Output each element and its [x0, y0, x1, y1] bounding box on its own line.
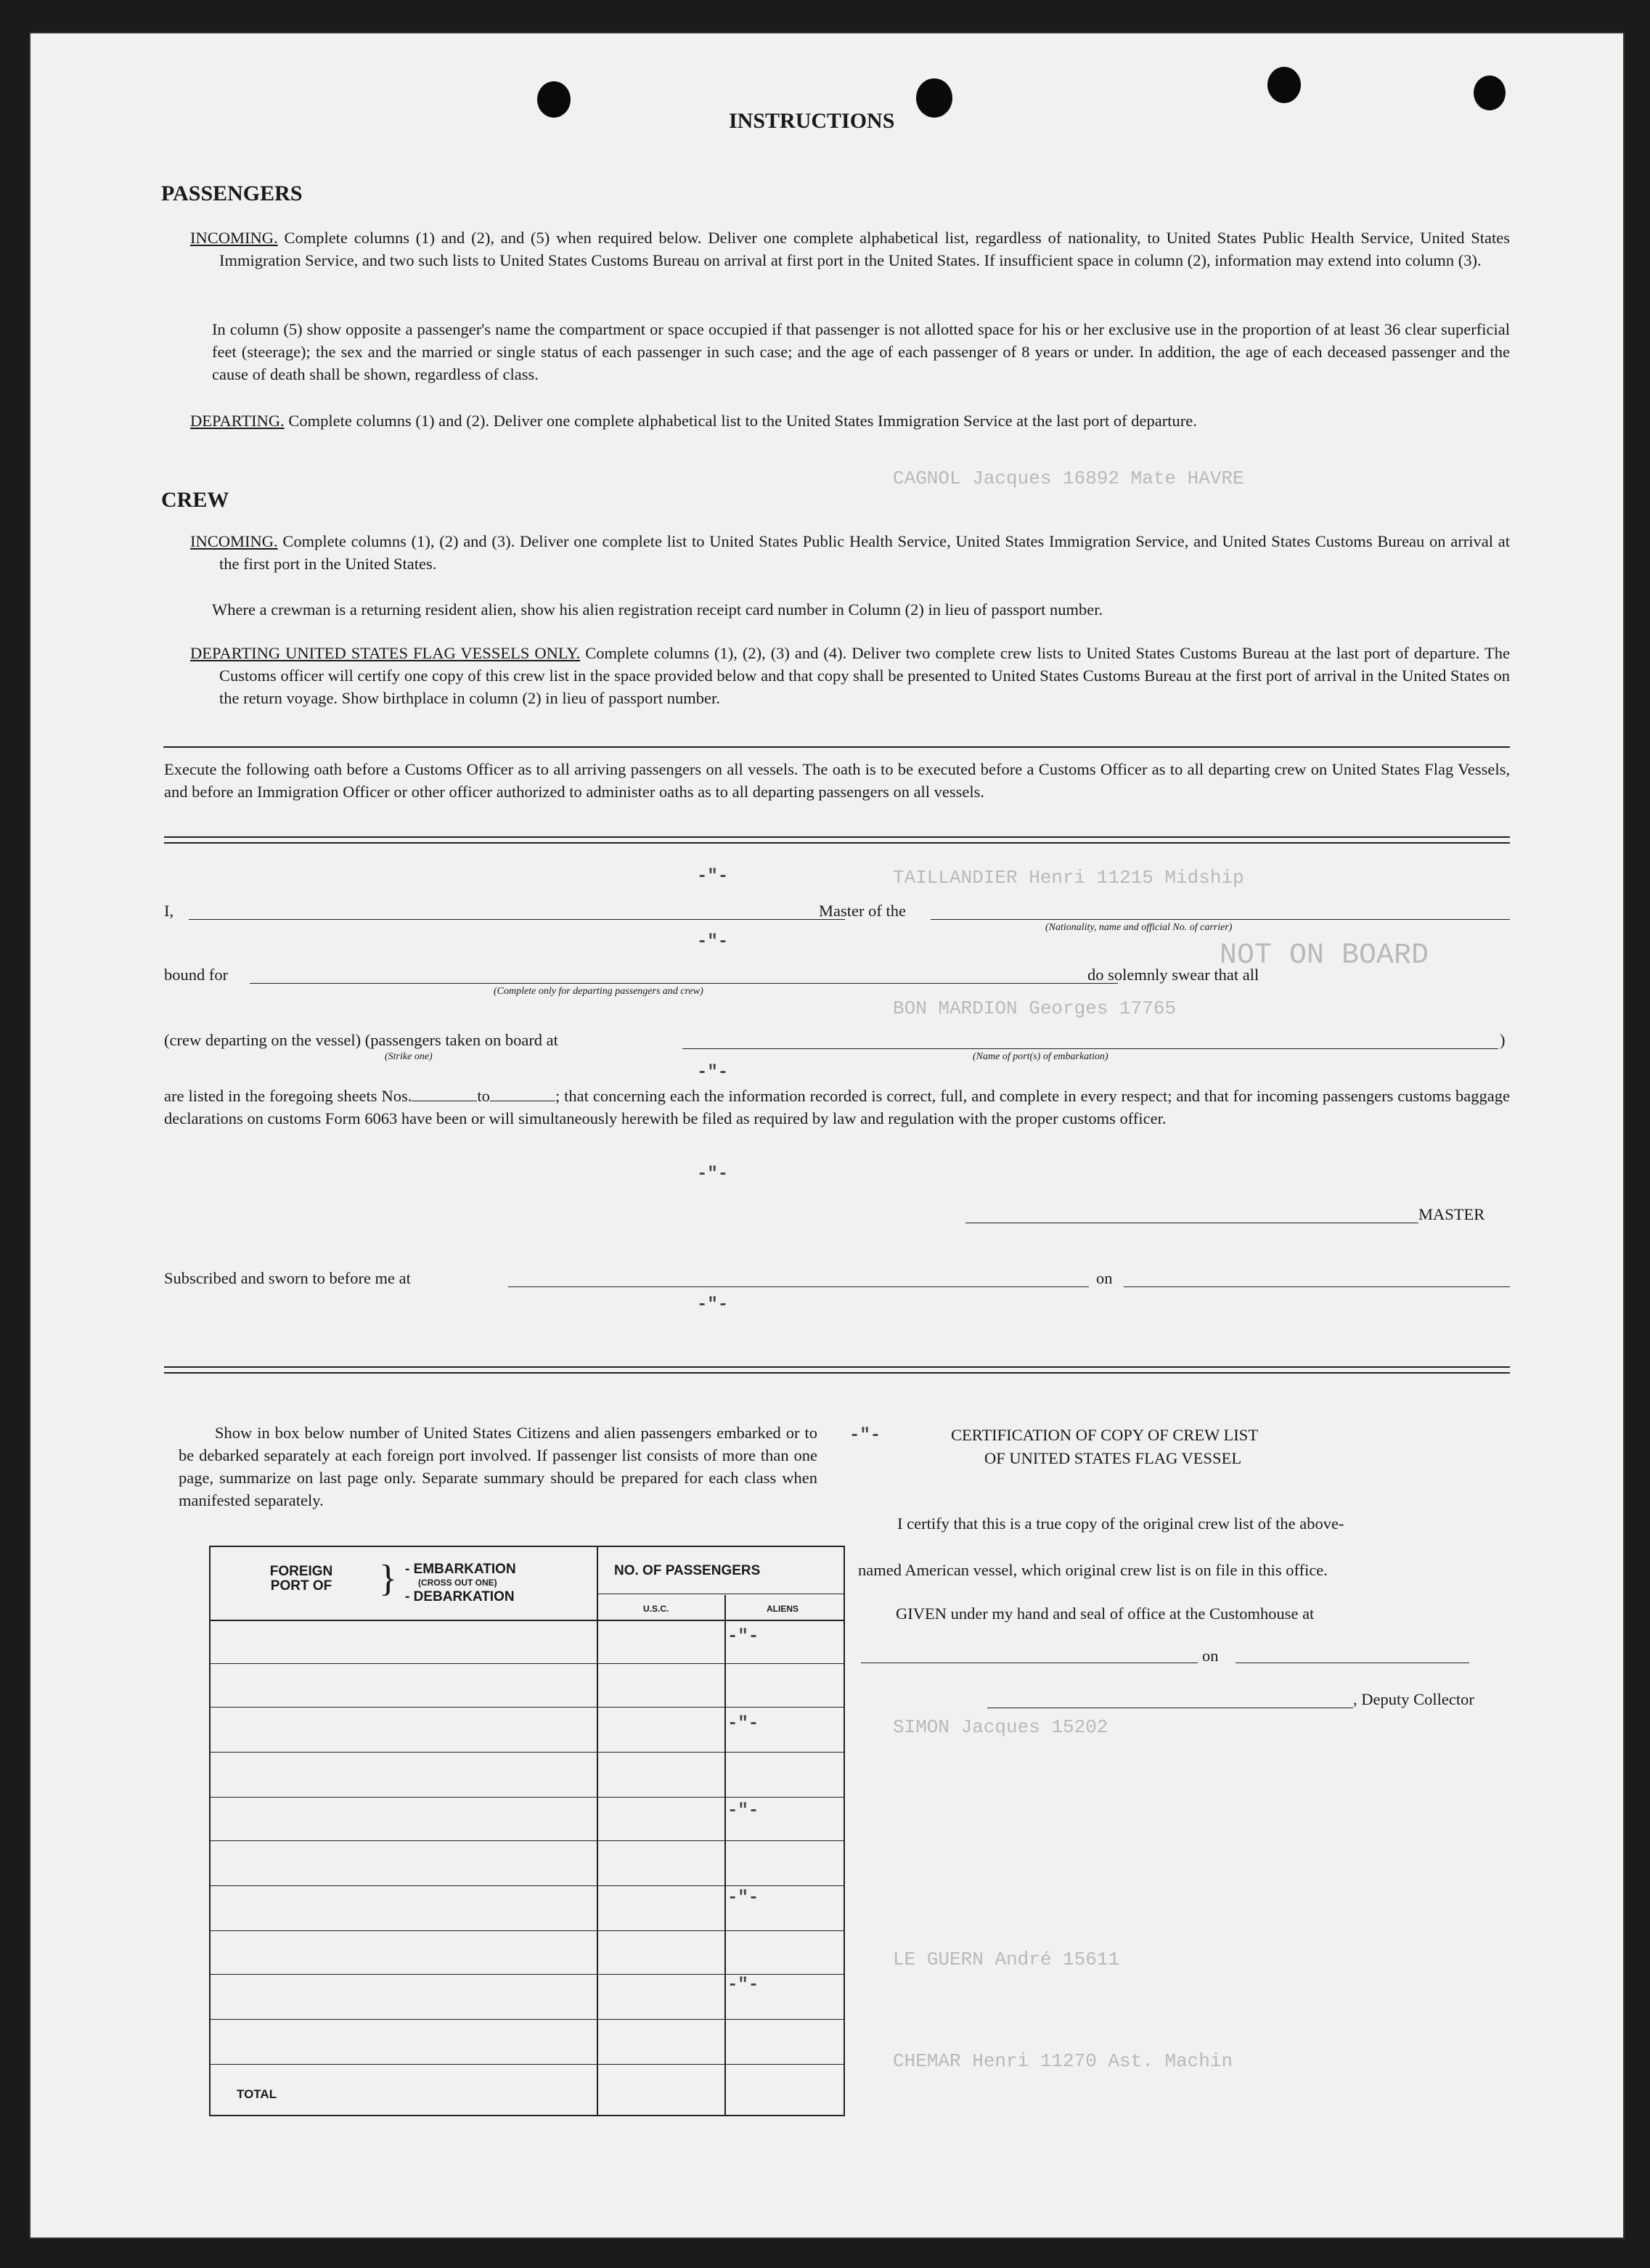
passengers-departing-text: Complete columns (1) and (2). Deliver one complete alphabetical list to the United States Immigration Service at the last port of departure. — [288, 412, 1197, 430]
deputy-collector-label: , Deputy Collector — [1353, 1690, 1474, 1708]
sheet-to-blank[interactable] — [490, 1086, 555, 1101]
bleed-through-line: CAGNOL Jacques 16892 Mate HAVRE — [893, 468, 1244, 489]
double-rule-top-2 — [164, 1366, 1510, 1368]
bleed-through-line: NOT ON BOARD — [1220, 939, 1429, 972]
section-divider — [163, 746, 1510, 748]
table-row — [211, 1840, 844, 1841]
master-label: MASTER — [1418, 1205, 1485, 1223]
table-row — [211, 1707, 844, 1708]
table-row — [211, 1752, 844, 1753]
strike-one-note: (Strike one) — [385, 1051, 433, 1062]
certification-text-a: I certify that this is a true copy of the original crew list of the above- — [897, 1514, 1344, 1533]
bleed-through-line: BON MARDION Georges 17765 — [893, 998, 1177, 1019]
table-divider — [724, 1595, 726, 2115]
swear-label: do solemnly swear that all — [1087, 966, 1259, 984]
debarkation-option[interactable]: - DEBARKATION — [405, 1589, 515, 1604]
ditto-mark: -"- — [727, 1888, 759, 1908]
subscribed-date-line[interactable] — [1124, 1286, 1510, 1287]
ditto-mark: -"- — [697, 867, 729, 886]
master-name-line[interactable] — [189, 919, 845, 920]
ditto-mark: -"- — [697, 1295, 729, 1315]
ditto-mark: -"- — [697, 1164, 729, 1184]
embarkation-port-line[interactable] — [682, 1048, 1498, 1049]
ditto-mark: -"- — [849, 1426, 881, 1445]
passengers-departing-lead: DEPARTING. — [190, 412, 285, 430]
subscribed-on-label: on — [1096, 1269, 1113, 1287]
ditto-mark: -"- — [727, 1627, 759, 1647]
ditto-mark: -"- — [697, 1063, 729, 1082]
ditto-mark: -"- — [697, 932, 729, 952]
carrier-note: (Nationality, name and official No. of carrier) — [1045, 922, 1233, 933]
table-divider — [597, 1547, 598, 2115]
close-paren: ) — [1500, 1031, 1506, 1049]
passengers-column5-paragraph: In column (5) show opposite a passenger's name the compartment or space occupied if that passenger is not allotted space for his or her exclusive use in the proportion of at least 36 clear superficial feet (steerage); the sex and the married or single status of each passenger in such case; and the age of each passenger of 8 years or under. In addition, the age of each deceased passenger and the cause of death shall be shown, regardless of class. — [212, 320, 1510, 383]
foreign-port-header: FOREIGN PORT OF — [269, 1564, 333, 1594]
crew-heading: CREW — [161, 488, 229, 512]
table-row — [211, 1885, 844, 1886]
aliens-header: ALIENS — [767, 1604, 799, 1614]
table-divider — [211, 1620, 844, 1621]
complete-only-note: (Complete only for departing passengers and crew) — [494, 986, 703, 997]
master-of-label: Master of the — [819, 902, 906, 920]
table-row — [211, 2019, 844, 2020]
table-row — [211, 2064, 844, 2065]
crew-departing-paragraph — [190, 642, 1510, 709]
oath-intro-paragraph: Execute the following oath before a Customs Officer as to all arriving passengers on all vessels. The oath is to be executed before a Customs Officer as to all departing crew on United States Flag Vessels, and before an Immigration Officer or other officer authorized to administer oaths as to all departing passengers on all vessels. — [164, 760, 1510, 801]
summary-paragraph: Show in box below number of United States Citizens and alien passengers embarked or to be debarked separately at each foreign port involved. If passenger list consists of more than one page, summarize on last page only. Separate summary should be prepared for each class when manifested separately. — [179, 1424, 817, 1509]
ditto-mark: -"- — [727, 1975, 759, 1995]
crew-departing-lead: DEPARTING UNITED STATES FLAG VESSELS ONLY. — [190, 644, 581, 662]
listed-text-b: ; that concerning each the information recorded is correct, full, and complete in every respect; and that for incoming passengers customs baggage declarations on customs Form 6063 have been or will simultaneously herewith be filed as required by law and regulation with the proper customs officer. — [164, 1087, 1510, 1127]
crew-departing-text: Complete columns (1), (2), (3) and (4). Deliver two complete crew lists to United States Customs Bureau at the last port of departure. The Customs officer will certify one copy of this crew list in the space provided below and that copy shall be presented to United States Customs Bureau at the first port of arrival in the United States on the return voyage. Show birthplace in column (2) in lieu of passport number. — [219, 644, 1511, 707]
bound-for-line[interactable] — [250, 983, 1118, 984]
passengers-heading: PASSENGERS — [161, 181, 303, 205]
passengers-incoming-lead: INCOMING. — [190, 229, 278, 247]
passengers-departing-paragraph — [190, 409, 1510, 432]
embarkation-option[interactable]: - EMBARKATION — [405, 1562, 516, 1577]
certification-given: GIVEN under my hand and seal of office at the Customhouse at — [896, 1604, 1315, 1623]
total-label: TOTAL — [237, 2087, 277, 2101]
bleed-through-line: SIMON Jacques 15202 — [893, 1716, 1108, 1738]
crew-departing-label: (crew departing on the vessel) (passengers taken on board at — [164, 1031, 558, 1049]
crew-resident-paragraph: Where a crewman is a returning resident alien, show his alien registration receipt card number in Column (2) in lieu of passport number. — [212, 600, 1103, 619]
no-passengers-header: NO. OF PASSENGERS — [614, 1563, 761, 1578]
passengers-incoming-paragraph — [190, 227, 1510, 272]
usc-header: U.S.C. — [643, 1604, 669, 1614]
passenger-summary-table — [209, 1546, 845, 2116]
crew-incoming-paragraph — [190, 530, 1510, 575]
certification-title-1: CERTIFICATION OF COPY OF CREW LIST — [951, 1426, 1259, 1444]
carrier-line[interactable] — [931, 919, 1510, 920]
bound-for-label: bound for — [164, 966, 229, 984]
bleed-through-line: LE GUERN André 15611 — [893, 1949, 1120, 1970]
certification-text-b: named American vessel, which original crew list is on file in this office. — [858, 1561, 1328, 1579]
double-rule-bottom-2 — [164, 1372, 1510, 1374]
bleed-through-line: TAILLANDIER Henri 11215 Midship — [893, 867, 1244, 889]
listed-to: to — [477, 1087, 490, 1105]
listed-text-a: are listed in the foregoing sheets Nos. — [164, 1087, 412, 1105]
ditto-mark: -"- — [727, 1714, 759, 1734]
punch-hole — [1474, 76, 1506, 110]
table-row — [211, 1974, 844, 1975]
oath-i-label: I, — [164, 902, 174, 920]
punch-hole — [916, 78, 952, 118]
table-row — [211, 1663, 844, 1664]
ditto-mark: -"- — [727, 1801, 759, 1821]
double-rule-top — [164, 836, 1510, 838]
listed-paragraph — [164, 1085, 1510, 1130]
page-title: INSTRUCTIONS — [729, 109, 895, 133]
sheet-from-blank[interactable] — [412, 1086, 477, 1101]
bleed-through-line: CHEMAR Henri 11270 Ast. Machin — [893, 2050, 1233, 2072]
brace-icon: } — [379, 1558, 397, 1599]
ports-embarkation-note: (Name of port(s) of embarkation) — [973, 1051, 1108, 1062]
document-page — [29, 32, 1625, 2239]
crew-incoming-text: Complete columns (1), (2) and (3). Deliver one complete list to United States Public Health Service, United States Immigration Service, and United States Customs Bureau on arrival at the first port in the United States. — [219, 532, 1510, 573]
passengers-incoming-text: Complete columns (1) and (2), and (5) when required below. Deliver one complete alphabetical list, regardless of nationality, to United States Public Health Service, United States Immigration Service, and two such lists to United States Customs Bureau on arrival at first port in the United States. If insufficient space in column (2), information may extend into column (3). — [219, 229, 1511, 269]
punch-hole — [537, 81, 571, 118]
subscribed-label: Subscribed and sworn to before me at — [164, 1269, 411, 1287]
crew-incoming-lead: INCOMING. — [190, 532, 278, 550]
certification-title-2: OF UNITED STATES FLAG VESSEL — [984, 1449, 1242, 1467]
cross-out-note: (CROSS OUT ONE) — [418, 1578, 497, 1588]
double-rule-bottom — [164, 842, 1510, 844]
certification-on-label: on — [1202, 1647, 1219, 1665]
table-row — [211, 1930, 844, 1931]
table-row — [211, 1797, 844, 1798]
punch-hole — [1267, 67, 1301, 103]
subscribed-place-line[interactable] — [508, 1286, 1089, 1287]
